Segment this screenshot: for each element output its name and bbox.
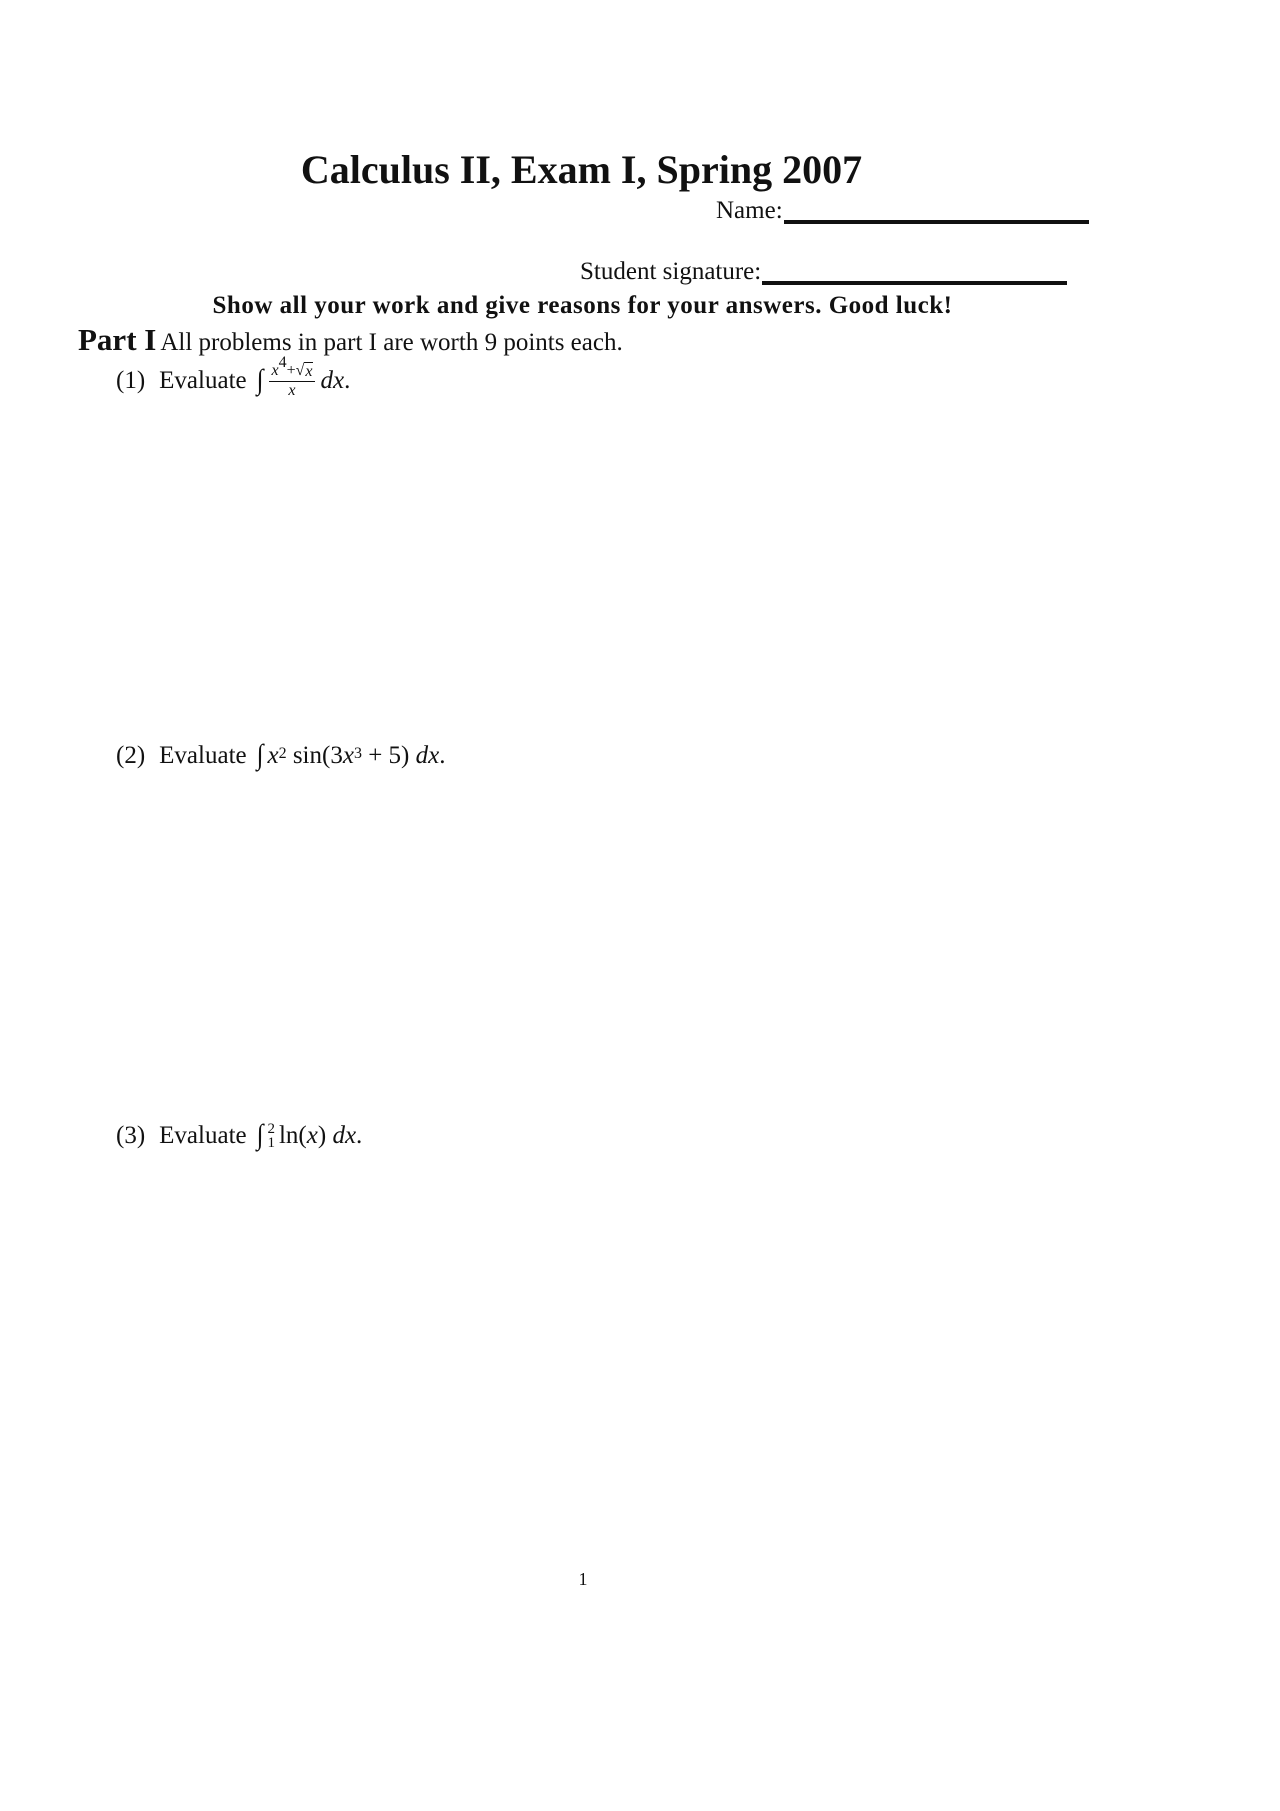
problem-verb: Evaluate (159, 367, 247, 394)
problem-expression: ∫ 2 1 ln( x ) dx . (257, 1118, 363, 1154)
part-heading (78, 321, 623, 362)
fraction-denominator: x (288, 382, 296, 399)
problem-3 (116, 1118, 362, 1154)
exam-instructions: Show all your work and give reasons for your answers. Good luck! (212, 292, 953, 319)
fraction-numerator: $x^4+$ √ x (271, 353, 313, 380)
exam-title: Calculus II, Exam I, Spring 2007 (300, 147, 863, 192)
problem-verb: Evaluate (159, 742, 247, 769)
integral-sign: ∫ (256, 739, 264, 771)
problem-2 (116, 738, 445, 774)
problem-verb: Evaluate (159, 1122, 247, 1149)
integral-sign: ∫ (256, 364, 264, 396)
name-blank-line (784, 220, 1089, 224)
integral-sign: ∫ (256, 1119, 264, 1151)
signature-label: Student signature: (580, 258, 762, 285)
problem-1 (116, 353, 351, 400)
fraction (269, 353, 314, 400)
problem-number: (3) (116, 1122, 146, 1149)
part-description: All problems in part I are worth 9 points each. (160, 329, 623, 356)
problem-expression: ∫ $x^4+$ √ x x dx . (257, 362, 351, 400)
signature-field (580, 252, 1280, 286)
problem-expression: ∫ x $^2$ sin(3 x $^3$ + 5) dx . (257, 738, 446, 774)
signature-blank-line (762, 281, 1067, 285)
problem-number: (2) (116, 742, 146, 769)
integral-limits: 2 1 (267, 1121, 275, 1151)
name-label: Name: (716, 197, 783, 224)
problem-number: (1) (116, 367, 146, 394)
name-field (716, 191, 1280, 225)
page-number: 1 (578, 1569, 588, 1589)
part-label: Part I (78, 322, 157, 357)
